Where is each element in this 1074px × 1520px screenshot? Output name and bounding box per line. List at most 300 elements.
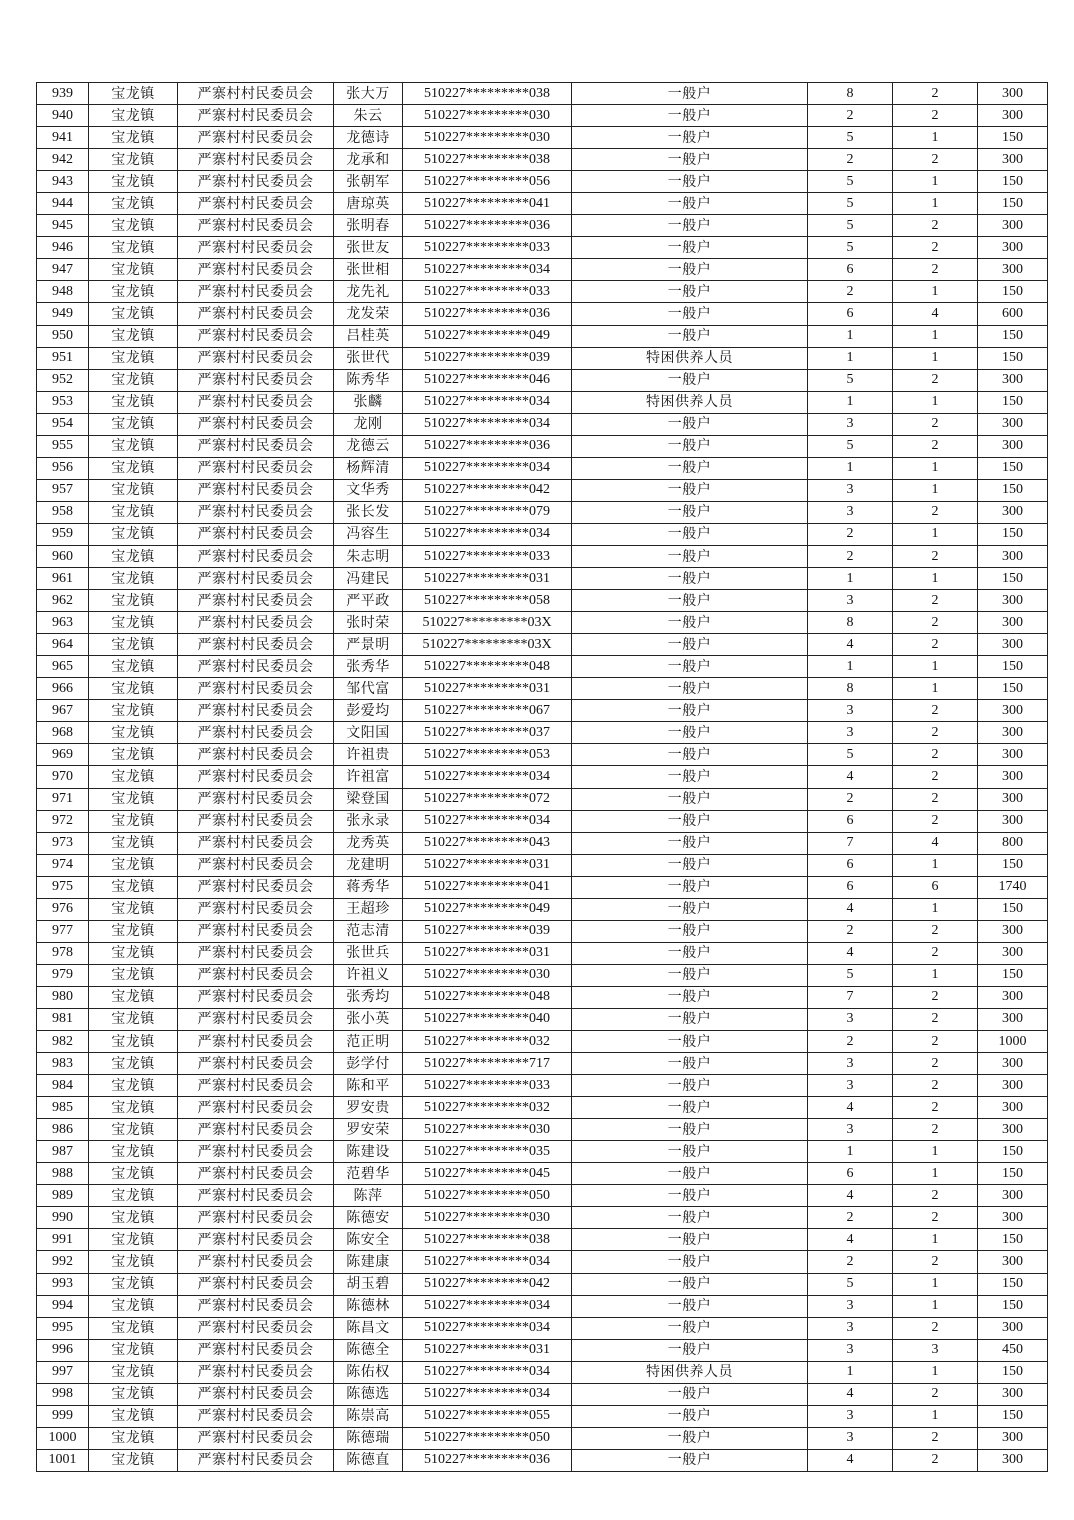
household-size-cell: 6: [808, 259, 893, 281]
id-number-cell: 510227*********031: [403, 678, 572, 700]
household-size-cell: 5: [808, 1273, 893, 1295]
table-row: [37, 876, 1048, 898]
amount-cell: 450: [978, 1339, 1048, 1361]
household-size-cell: 5: [808, 171, 893, 193]
name-cell: 龙发荣: [334, 303, 403, 325]
name-cell: 张时荣: [334, 612, 403, 634]
town-cell: 宝龙镇: [89, 545, 178, 567]
village-committee-cell: 严寨村村民委员会: [178, 700, 334, 722]
covered-persons-cell: 2: [893, 788, 978, 810]
table-row: [37, 259, 1048, 281]
name-cell: 罗安贵: [334, 1097, 403, 1119]
village-committee-cell: 严寨村村民委员会: [178, 678, 334, 700]
covered-persons-cell: 1: [893, 479, 978, 501]
village-committee-cell: 严寨村村民委员会: [178, 1449, 334, 1471]
covered-persons-cell: 1: [893, 568, 978, 590]
household-size-cell: 4: [808, 1097, 893, 1119]
table-row: [37, 237, 1048, 259]
village-committee-cell: 严寨村村民委员会: [178, 876, 334, 898]
household-type-cell: 一般户: [572, 149, 808, 171]
name-cell: 唐琼英: [334, 193, 403, 215]
table-row: [37, 678, 1048, 700]
household-size-cell: 5: [808, 744, 893, 766]
town-cell: 宝龙镇: [89, 744, 178, 766]
household-size-cell: 2: [808, 105, 893, 127]
household-type-cell: 一般户: [572, 435, 808, 457]
id-number-cell: 510227*********034: [403, 766, 572, 788]
id-number-cell: 510227*********034: [403, 1383, 572, 1405]
village-committee-cell: 严寨村村民委员会: [178, 171, 334, 193]
serial-number-cell: 990: [37, 1207, 89, 1229]
household-type-cell: 一般户: [572, 678, 808, 700]
serial-number-cell: 970: [37, 766, 89, 788]
name-cell: 龙德云: [334, 435, 403, 457]
name-cell: 龙承和: [334, 149, 403, 171]
covered-persons-cell: 2: [893, 700, 978, 722]
table-row: [37, 391, 1048, 413]
name-cell: 许祖义: [334, 964, 403, 986]
household-size-cell: 4: [808, 898, 893, 920]
id-number-cell: 510227*********717: [403, 1053, 572, 1075]
amount-cell: 1000: [978, 1031, 1048, 1053]
id-number-cell: 510227*********039: [403, 347, 572, 369]
town-cell: 宝龙镇: [89, 854, 178, 876]
town-cell: 宝龙镇: [89, 193, 178, 215]
table-row: [37, 744, 1048, 766]
serial-number-cell: 975: [37, 876, 89, 898]
village-committee-cell: 严寨村村民委员会: [178, 1031, 334, 1053]
name-cell: 吕桂英: [334, 325, 403, 347]
household-type-cell: 一般户: [572, 259, 808, 281]
covered-persons-cell: 2: [893, 369, 978, 391]
village-committee-cell: 严寨村村民委员会: [178, 788, 334, 810]
household-size-cell: 2: [808, 1251, 893, 1273]
id-number-cell: 510227*********067: [403, 700, 572, 722]
village-committee-cell: 严寨村村民委员会: [178, 1405, 334, 1427]
table-row: [37, 854, 1048, 876]
household-type-cell: 特困供养人员: [572, 1361, 808, 1383]
id-number-cell: 510227*********031: [403, 568, 572, 590]
covered-persons-cell: 2: [893, 149, 978, 171]
covered-persons-cell: 2: [893, 545, 978, 567]
name-cell: 陈昌文: [334, 1317, 403, 1339]
town-cell: 宝龙镇: [89, 413, 178, 435]
amount-cell: 600: [978, 303, 1048, 325]
amount-cell: 300: [978, 634, 1048, 656]
name-cell: 严景明: [334, 634, 403, 656]
village-committee-cell: 严寨村村民委员会: [178, 1207, 334, 1229]
serial-number-cell: 954: [37, 413, 89, 435]
town-cell: 宝龙镇: [89, 920, 178, 942]
town-cell: 宝龙镇: [89, 105, 178, 127]
town-cell: 宝龙镇: [89, 1185, 178, 1207]
serial-number-cell: 948: [37, 281, 89, 303]
serial-number-cell: 955: [37, 435, 89, 457]
covered-persons-cell: 2: [893, 1317, 978, 1339]
table-row: [37, 1119, 1048, 1141]
household-type-cell: 一般户: [572, 854, 808, 876]
village-committee-cell: 严寨村村民委员会: [178, 303, 334, 325]
table-row: [37, 545, 1048, 567]
amount-cell: 300: [978, 259, 1048, 281]
household-size-cell: 5: [808, 435, 893, 457]
village-committee-cell: 严寨村村民委员会: [178, 391, 334, 413]
household-size-cell: 3: [808, 722, 893, 744]
amount-cell: 150: [978, 964, 1048, 986]
serial-number-cell: 976: [37, 898, 89, 920]
household-type-cell: 一般户: [572, 1383, 808, 1405]
covered-persons-cell: 1: [893, 391, 978, 413]
id-number-cell: 510227*********042: [403, 479, 572, 501]
serial-number-cell: 944: [37, 193, 89, 215]
table-row: [37, 612, 1048, 634]
name-cell: 范志清: [334, 920, 403, 942]
village-committee-cell: 严寨村村民委员会: [178, 612, 334, 634]
town-cell: 宝龙镇: [89, 722, 178, 744]
serial-number-cell: 950: [37, 325, 89, 347]
household-type-cell: 一般户: [572, 788, 808, 810]
household-type-cell: 一般户: [572, 722, 808, 744]
serial-number-cell: 951: [37, 347, 89, 369]
covered-persons-cell: 2: [893, 1207, 978, 1229]
serial-number-cell: 940: [37, 105, 89, 127]
town-cell: 宝龙镇: [89, 303, 178, 325]
id-number-cell: 510227*********036: [403, 1449, 572, 1471]
amount-cell: 150: [978, 1295, 1048, 1317]
village-committee-cell: 严寨村村民委员会: [178, 347, 334, 369]
town-cell: 宝龙镇: [89, 1339, 178, 1361]
household-type-cell: 一般户: [572, 171, 808, 193]
name-cell: 陈德全: [334, 1339, 403, 1361]
household-type-cell: 一般户: [572, 215, 808, 237]
household-type-cell: 一般户: [572, 920, 808, 942]
household-type-cell: 一般户: [572, 501, 808, 523]
household-type-cell: 一般户: [572, 700, 808, 722]
id-number-cell: 510227*********046: [403, 369, 572, 391]
amount-cell: 150: [978, 1163, 1048, 1185]
name-cell: 文华秀: [334, 479, 403, 501]
village-committee-cell: 严寨村村民委员会: [178, 237, 334, 259]
name-cell: 张朝军: [334, 171, 403, 193]
household-size-cell: 1: [808, 1361, 893, 1383]
table-row: [37, 1383, 1048, 1405]
household-size-cell: 2: [808, 545, 893, 567]
table-row: [37, 1097, 1048, 1119]
village-committee-cell: 严寨村村民委员会: [178, 1185, 334, 1207]
household-size-cell: 3: [808, 1339, 893, 1361]
town-cell: 宝龙镇: [89, 347, 178, 369]
amount-cell: 150: [978, 1229, 1048, 1251]
household-type-cell: 一般户: [572, 1119, 808, 1141]
serial-number-cell: 1001: [37, 1449, 89, 1471]
amount-cell: 150: [978, 325, 1048, 347]
serial-number-cell: 966: [37, 678, 89, 700]
household-size-cell: 6: [808, 854, 893, 876]
household-size-cell: 3: [808, 1405, 893, 1427]
amount-cell: 300: [978, 1008, 1048, 1030]
town-cell: 宝龙镇: [89, 1207, 178, 1229]
name-cell: 罗安荣: [334, 1119, 403, 1141]
amount-cell: 300: [978, 810, 1048, 832]
serial-number-cell: 998: [37, 1383, 89, 1405]
village-committee-cell: 严寨村村民委员会: [178, 193, 334, 215]
town-cell: 宝龙镇: [89, 788, 178, 810]
table-row: [37, 964, 1048, 986]
covered-persons-cell: 1: [893, 325, 978, 347]
serial-number-cell: 993: [37, 1273, 89, 1295]
household-type-cell: 一般户: [572, 1317, 808, 1339]
name-cell: 文阳国: [334, 722, 403, 744]
covered-persons-cell: 1: [893, 964, 978, 986]
town-cell: 宝龙镇: [89, 766, 178, 788]
amount-cell: 1740: [978, 876, 1048, 898]
covered-persons-cell: 2: [893, 413, 978, 435]
name-cell: 严平政: [334, 590, 403, 612]
amount-cell: 300: [978, 722, 1048, 744]
amount-cell: 150: [978, 898, 1048, 920]
household-size-cell: 1: [808, 656, 893, 678]
town-cell: 宝龙镇: [89, 634, 178, 656]
name-cell: 张麟: [334, 391, 403, 413]
household-type-cell: 一般户: [572, 545, 808, 567]
roster-table: [36, 82, 1048, 1472]
table-row: [37, 810, 1048, 832]
id-number-cell: 510227*********035: [403, 1141, 572, 1163]
household-type-cell: 一般户: [572, 1185, 808, 1207]
table-row: [37, 1008, 1048, 1030]
town-cell: 宝龙镇: [89, 237, 178, 259]
amount-cell: 800: [978, 832, 1048, 854]
table-row: [37, 1031, 1048, 1053]
table-row: [37, 1449, 1048, 1471]
household-type-cell: 一般户: [572, 766, 808, 788]
id-number-cell: 510227*********058: [403, 590, 572, 612]
id-number-cell: 510227*********048: [403, 656, 572, 678]
name-cell: 陈建康: [334, 1251, 403, 1273]
id-number-cell: 510227*********050: [403, 1427, 572, 1449]
id-number-cell: 510227*********03X: [403, 612, 572, 634]
id-number-cell: 510227*********050: [403, 1185, 572, 1207]
serial-number-cell: 999: [37, 1405, 89, 1427]
name-cell: 张秀华: [334, 656, 403, 678]
household-type-cell: 一般户: [572, 590, 808, 612]
household-type-cell: 一般户: [572, 942, 808, 964]
amount-cell: 300: [978, 1251, 1048, 1273]
town-cell: 宝龙镇: [89, 501, 178, 523]
household-type-cell: 特困供养人员: [572, 391, 808, 413]
covered-persons-cell: 1: [893, 457, 978, 479]
household-type-cell: 一般户: [572, 612, 808, 634]
table-row: [37, 1163, 1048, 1185]
amount-cell: 300: [978, 149, 1048, 171]
covered-persons-cell: 2: [893, 501, 978, 523]
table-row: [37, 501, 1048, 523]
town-cell: 宝龙镇: [89, 810, 178, 832]
amount-cell: 150: [978, 523, 1048, 545]
village-committee-cell: 严寨村村民委员会: [178, 832, 334, 854]
id-number-cell: 510227*********039: [403, 920, 572, 942]
village-committee-cell: 严寨村村民委员会: [178, 1251, 334, 1273]
name-cell: 杨辉清: [334, 457, 403, 479]
table-row: [37, 920, 1048, 942]
amount-cell: 300: [978, 1097, 1048, 1119]
roster-body: [37, 83, 1048, 1472]
table-row: [37, 479, 1048, 501]
covered-persons-cell: 2: [893, 1427, 978, 1449]
household-type-cell: 一般户: [572, 810, 808, 832]
covered-persons-cell: 1: [893, 656, 978, 678]
amount-cell: 150: [978, 171, 1048, 193]
serial-number-cell: 989: [37, 1185, 89, 1207]
id-number-cell: 510227*********034: [403, 391, 572, 413]
serial-number-cell: 987: [37, 1141, 89, 1163]
household-size-cell: 3: [808, 1008, 893, 1030]
id-number-cell: 510227*********031: [403, 1339, 572, 1361]
name-cell: 张小英: [334, 1008, 403, 1030]
name-cell: 龙德诗: [334, 127, 403, 149]
serial-number-cell: 942: [37, 149, 89, 171]
serial-number-cell: 973: [37, 832, 89, 854]
serial-number-cell: 941: [37, 127, 89, 149]
village-committee-cell: 严寨村村民委员会: [178, 479, 334, 501]
village-committee-cell: 严寨村村民委员会: [178, 1339, 334, 1361]
town-cell: 宝龙镇: [89, 832, 178, 854]
serial-number-cell: 945: [37, 215, 89, 237]
village-committee-cell: 严寨村村民委员会: [178, 1141, 334, 1163]
table-row: [37, 105, 1048, 127]
name-cell: 张世兵: [334, 942, 403, 964]
household-type-cell: 一般户: [572, 986, 808, 1008]
id-number-cell: 510227*********034: [403, 810, 572, 832]
id-number-cell: 510227*********043: [403, 832, 572, 854]
id-number-cell: 510227*********034: [403, 523, 572, 545]
village-committee-cell: 严寨村村民委员会: [178, 127, 334, 149]
covered-persons-cell: 1: [893, 1141, 978, 1163]
covered-persons-cell: 2: [893, 1185, 978, 1207]
name-cell: 张秀均: [334, 986, 403, 1008]
serial-number-cell: 996: [37, 1339, 89, 1361]
covered-persons-cell: 2: [893, 1383, 978, 1405]
covered-persons-cell: 1: [893, 127, 978, 149]
town-cell: 宝龙镇: [89, 1273, 178, 1295]
village-committee-cell: 严寨村村民委员会: [178, 1383, 334, 1405]
village-committee-cell: 严寨村村民委员会: [178, 964, 334, 986]
serial-number-cell: 995: [37, 1317, 89, 1339]
town-cell: 宝龙镇: [89, 435, 178, 457]
name-cell: 陈萍: [334, 1185, 403, 1207]
name-cell: 王超珍: [334, 898, 403, 920]
table-row: [37, 369, 1048, 391]
amount-cell: 300: [978, 215, 1048, 237]
amount-cell: 300: [978, 1427, 1048, 1449]
household-type-cell: 一般户: [572, 1163, 808, 1185]
name-cell: 张长发: [334, 501, 403, 523]
village-committee-cell: 严寨村村民委员会: [178, 920, 334, 942]
table-row: [37, 1295, 1048, 1317]
household-size-cell: 5: [808, 127, 893, 149]
covered-persons-cell: 3: [893, 1339, 978, 1361]
id-number-cell: 510227*********033: [403, 545, 572, 567]
village-committee-cell: 严寨村村民委员会: [178, 281, 334, 303]
household-type-cell: 一般户: [572, 479, 808, 501]
name-cell: 陈德选: [334, 1383, 403, 1405]
name-cell: 张世相: [334, 259, 403, 281]
covered-persons-cell: 1: [893, 193, 978, 215]
household-size-cell: 4: [808, 1229, 893, 1251]
covered-persons-cell: 2: [893, 744, 978, 766]
town-cell: 宝龙镇: [89, 612, 178, 634]
town-cell: 宝龙镇: [89, 1119, 178, 1141]
household-type-cell: 一般户: [572, 523, 808, 545]
village-committee-cell: 严寨村村民委员会: [178, 722, 334, 744]
covered-persons-cell: 2: [893, 612, 978, 634]
household-size-cell: 1: [808, 457, 893, 479]
id-number-cell: 510227*********041: [403, 876, 572, 898]
town-cell: 宝龙镇: [89, 457, 178, 479]
serial-number-cell: 972: [37, 810, 89, 832]
table-row: [37, 1053, 1048, 1075]
household-size-cell: 3: [808, 501, 893, 523]
id-number-cell: 510227*********036: [403, 303, 572, 325]
id-number-cell: 510227*********033: [403, 1075, 572, 1097]
table-row: [37, 898, 1048, 920]
name-cell: 邹代富: [334, 678, 403, 700]
id-number-cell: 510227*********038: [403, 149, 572, 171]
table-row: [37, 171, 1048, 193]
amount-cell: 300: [978, 590, 1048, 612]
town-cell: 宝龙镇: [89, 259, 178, 281]
covered-persons-cell: 2: [893, 1449, 978, 1471]
village-committee-cell: 严寨村村民委员会: [178, 545, 334, 567]
table-row: [37, 832, 1048, 854]
serial-number-cell: 952: [37, 369, 89, 391]
amount-cell: 300: [978, 1053, 1048, 1075]
household-size-cell: 3: [808, 590, 893, 612]
town-cell: 宝龙镇: [89, 523, 178, 545]
name-cell: 陈崇高: [334, 1405, 403, 1427]
household-type-cell: 一般户: [572, 1053, 808, 1075]
id-number-cell: 510227*********03X: [403, 634, 572, 656]
table-row: [37, 722, 1048, 744]
town-cell: 宝龙镇: [89, 678, 178, 700]
town-cell: 宝龙镇: [89, 1295, 178, 1317]
village-committee-cell: 严寨村村民委员会: [178, 413, 334, 435]
village-committee-cell: 严寨村村民委员会: [178, 898, 334, 920]
covered-persons-cell: 4: [893, 303, 978, 325]
serial-number-cell: 988: [37, 1163, 89, 1185]
village-committee-cell: 严寨村村民委员会: [178, 942, 334, 964]
serial-number-cell: 982: [37, 1031, 89, 1053]
household-size-cell: 1: [808, 391, 893, 413]
village-committee-cell: 严寨村村民委员会: [178, 1119, 334, 1141]
covered-persons-cell: 2: [893, 105, 978, 127]
table-row: [37, 1339, 1048, 1361]
table-row: [37, 1207, 1048, 1229]
amount-cell: 300: [978, 788, 1048, 810]
town-cell: 宝龙镇: [89, 1141, 178, 1163]
table-row: [37, 1185, 1048, 1207]
table-row: [37, 1317, 1048, 1339]
name-cell: 张世代: [334, 347, 403, 369]
table-row: [37, 634, 1048, 656]
serial-number-cell: 946: [37, 237, 89, 259]
town-cell: 宝龙镇: [89, 942, 178, 964]
serial-number-cell: 974: [37, 854, 89, 876]
serial-number-cell: 947: [37, 259, 89, 281]
village-committee-cell: 严寨村村民委员会: [178, 149, 334, 171]
household-size-cell: 2: [808, 788, 893, 810]
table-row: [37, 1361, 1048, 1383]
